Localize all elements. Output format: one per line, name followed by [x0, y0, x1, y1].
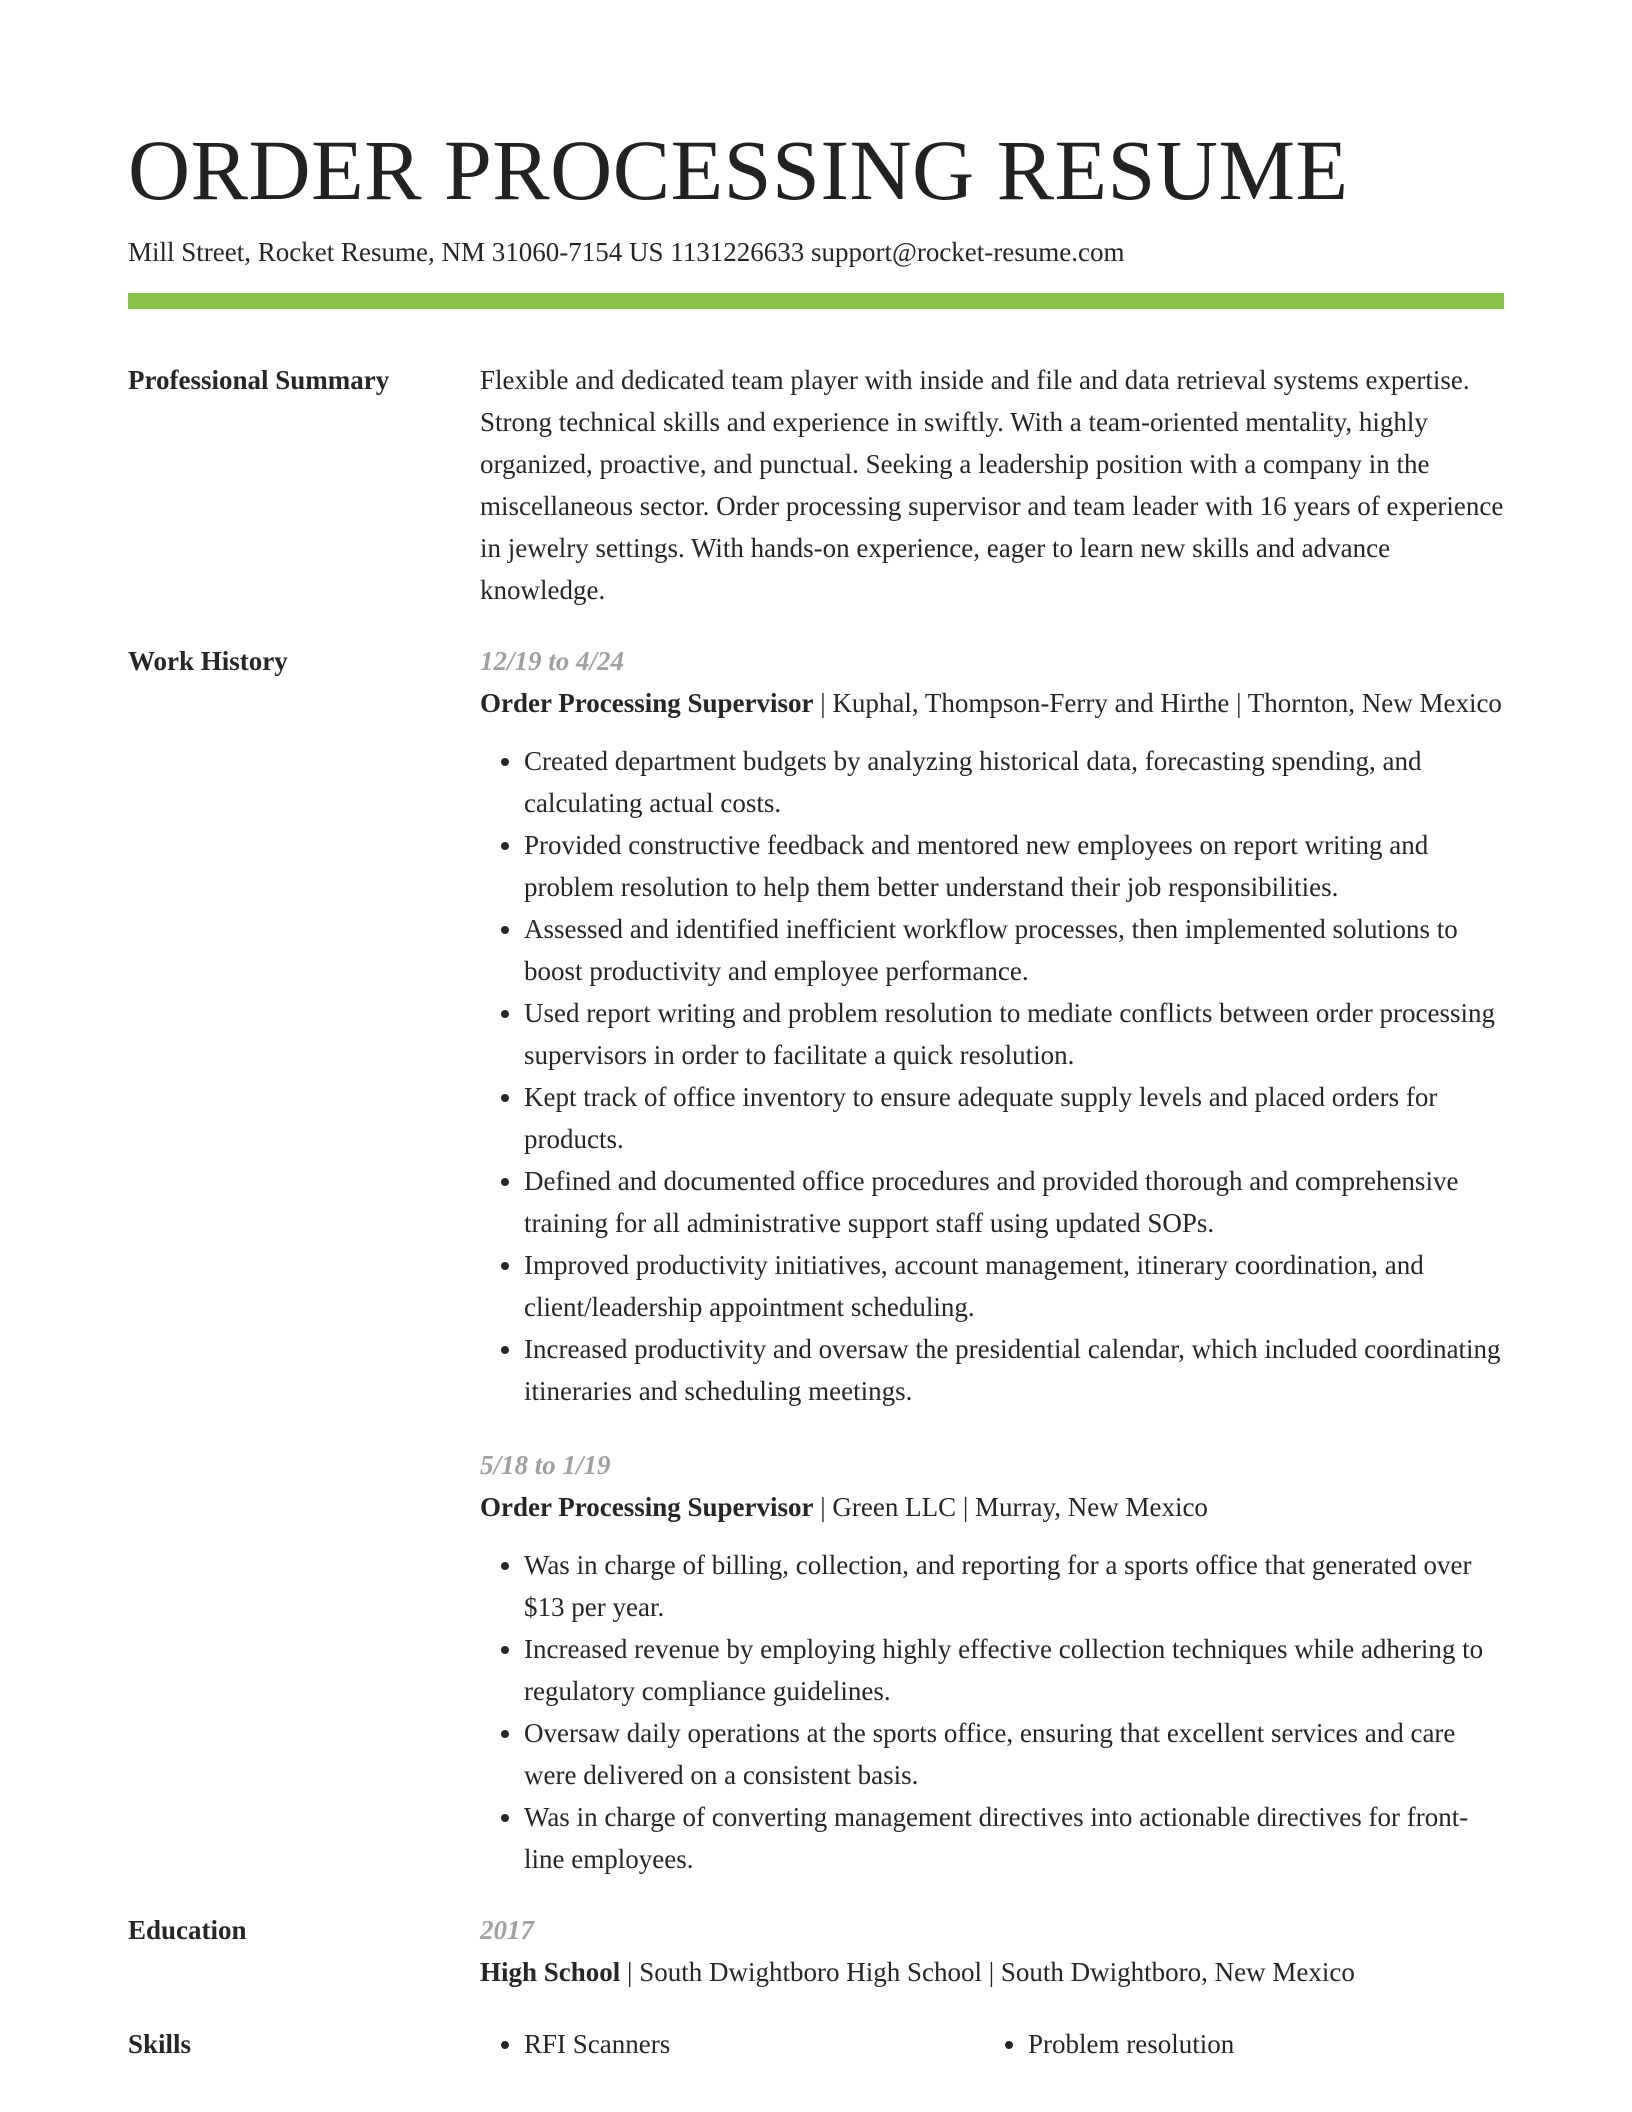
- job-title: Order Processing Supervisor: [480, 1492, 814, 1522]
- skills-section: [128, 2023, 1504, 2065]
- job-bullet: • Kept track of office inventory to ensure adequate supply levels and placed orders for products.: [524, 1076, 1504, 1160]
- section-label-skills: Skills: [128, 2029, 192, 2059]
- job-bullet: • Oversaw daily operations at the sports office, ensuring that excellent services and care were delivered on a consistent basis.: [524, 1712, 1504, 1796]
- section-label-work: Work History: [128, 646, 288, 676]
- skills-content: [480, 2023, 1504, 2065]
- job-bullet: • Defined and documented office procedures and provided thorough and comprehensive training for all administrative support staff using updated SOPs.: [524, 1160, 1504, 1244]
- work-history-content: [480, 640, 1504, 1880]
- job-bullet: • Provided constructive feedback and mentored new employees on report writing and problem resolution to help them better understand their job responsibilities.: [524, 824, 1504, 908]
- education-heading: [480, 1951, 1504, 1993]
- job-bullet: • Was in charge of billing, collection, and reporting for a sports office that generated over $13 per year.: [524, 1544, 1504, 1628]
- job-bullet: • Created department budgets by analyzing historical data, forecasting spending, and calculating actual costs.: [524, 740, 1504, 824]
- work-history-section: [128, 640, 1504, 1880]
- contact-info: Mill Street, Rocket Resume, NM 31060-7154 US 1131226633 support@rocket-resume.com: [128, 237, 1125, 267]
- accent-divider: [128, 293, 1504, 309]
- job-bullet: • Improved productivity initiatives, account management, itinerary coordination, and client/leadership appointment scheduling.: [524, 1244, 1504, 1328]
- job-bullet: • Used report writing and problem resolution to mediate conflicts between order processing supervisors in order to facilitate a quick resolution.: [524, 992, 1504, 1076]
- job-dates: 12/19 to 4/24: [480, 646, 625, 676]
- education-content: [480, 1909, 1504, 1993]
- skill-item: • RFI Scanners: [524, 2023, 984, 2065]
- education-section: [128, 1909, 1504, 1993]
- job-bullet: • Increased revenue by employing highly effective collection techniques while adhering to regulatory compliance guidelines.: [524, 1628, 1504, 1712]
- job-bullet: • Increased productivity and oversaw the presidential calendar, which included coordinating itineraries and scheduling meetings.: [524, 1328, 1504, 1412]
- summary-section: [128, 359, 1504, 611]
- job-bullets: [480, 1544, 1504, 1880]
- job-entry: [480, 1444, 1504, 1880]
- skill-item: • Problem resolution: [1028, 2023, 1488, 2065]
- section-label-summary: Professional Summary: [128, 365, 390, 395]
- section-label-education: Education: [128, 1915, 247, 1945]
- job-bullets: [480, 740, 1504, 1412]
- summary-text: Flexible and dedicated team player with inside and file and data retrieval systems expertise. Strong technical skills and experience in swiftly. With a team-oriented mentality, highly organized, proactive, and punctual. Seeking a leadership position with a company in the miscellaneous sector. Order processing supervisor and team leader with 16 years of experience in jewelry settings. With hands-on experience, eager to learn new skills and advance knowledge.: [480, 365, 1504, 605]
- resume-page: [128, 120, 1504, 2065]
- skills-grid: [480, 2023, 1504, 2065]
- job-entry: [480, 640, 1504, 1412]
- resume-title: ORDER PROCESSING RESUME: [128, 122, 1349, 218]
- education-degree: High School: [480, 1957, 621, 1987]
- job-employer: | Kuphal, Thompson-Ferry and Hirthe | Thornton, New Mexico: [813, 688, 1502, 718]
- job-dates: 5/18 to 1/19: [480, 1450, 611, 1480]
- education-year: 2017: [480, 1915, 534, 1945]
- job-heading: [480, 682, 1504, 724]
- job-bullet: • Was in charge of converting management directives into actionable directives for front-line employees.: [524, 1796, 1504, 1880]
- job-bullet: • Assessed and identified inefficient workflow processes, then implemented solutions to boost productivity and employee performance.: [524, 908, 1504, 992]
- education-school: | South Dwightboro High School | South Dwightboro, New Mexico: [620, 1957, 1355, 1987]
- job-heading: [480, 1486, 1504, 1528]
- job-employer: | Green LLC | Murray, New Mexico: [813, 1492, 1208, 1522]
- skills-column: [984, 2023, 1488, 2065]
- skills-column: [480, 2023, 984, 2065]
- job-title: Order Processing Supervisor: [480, 688, 814, 718]
